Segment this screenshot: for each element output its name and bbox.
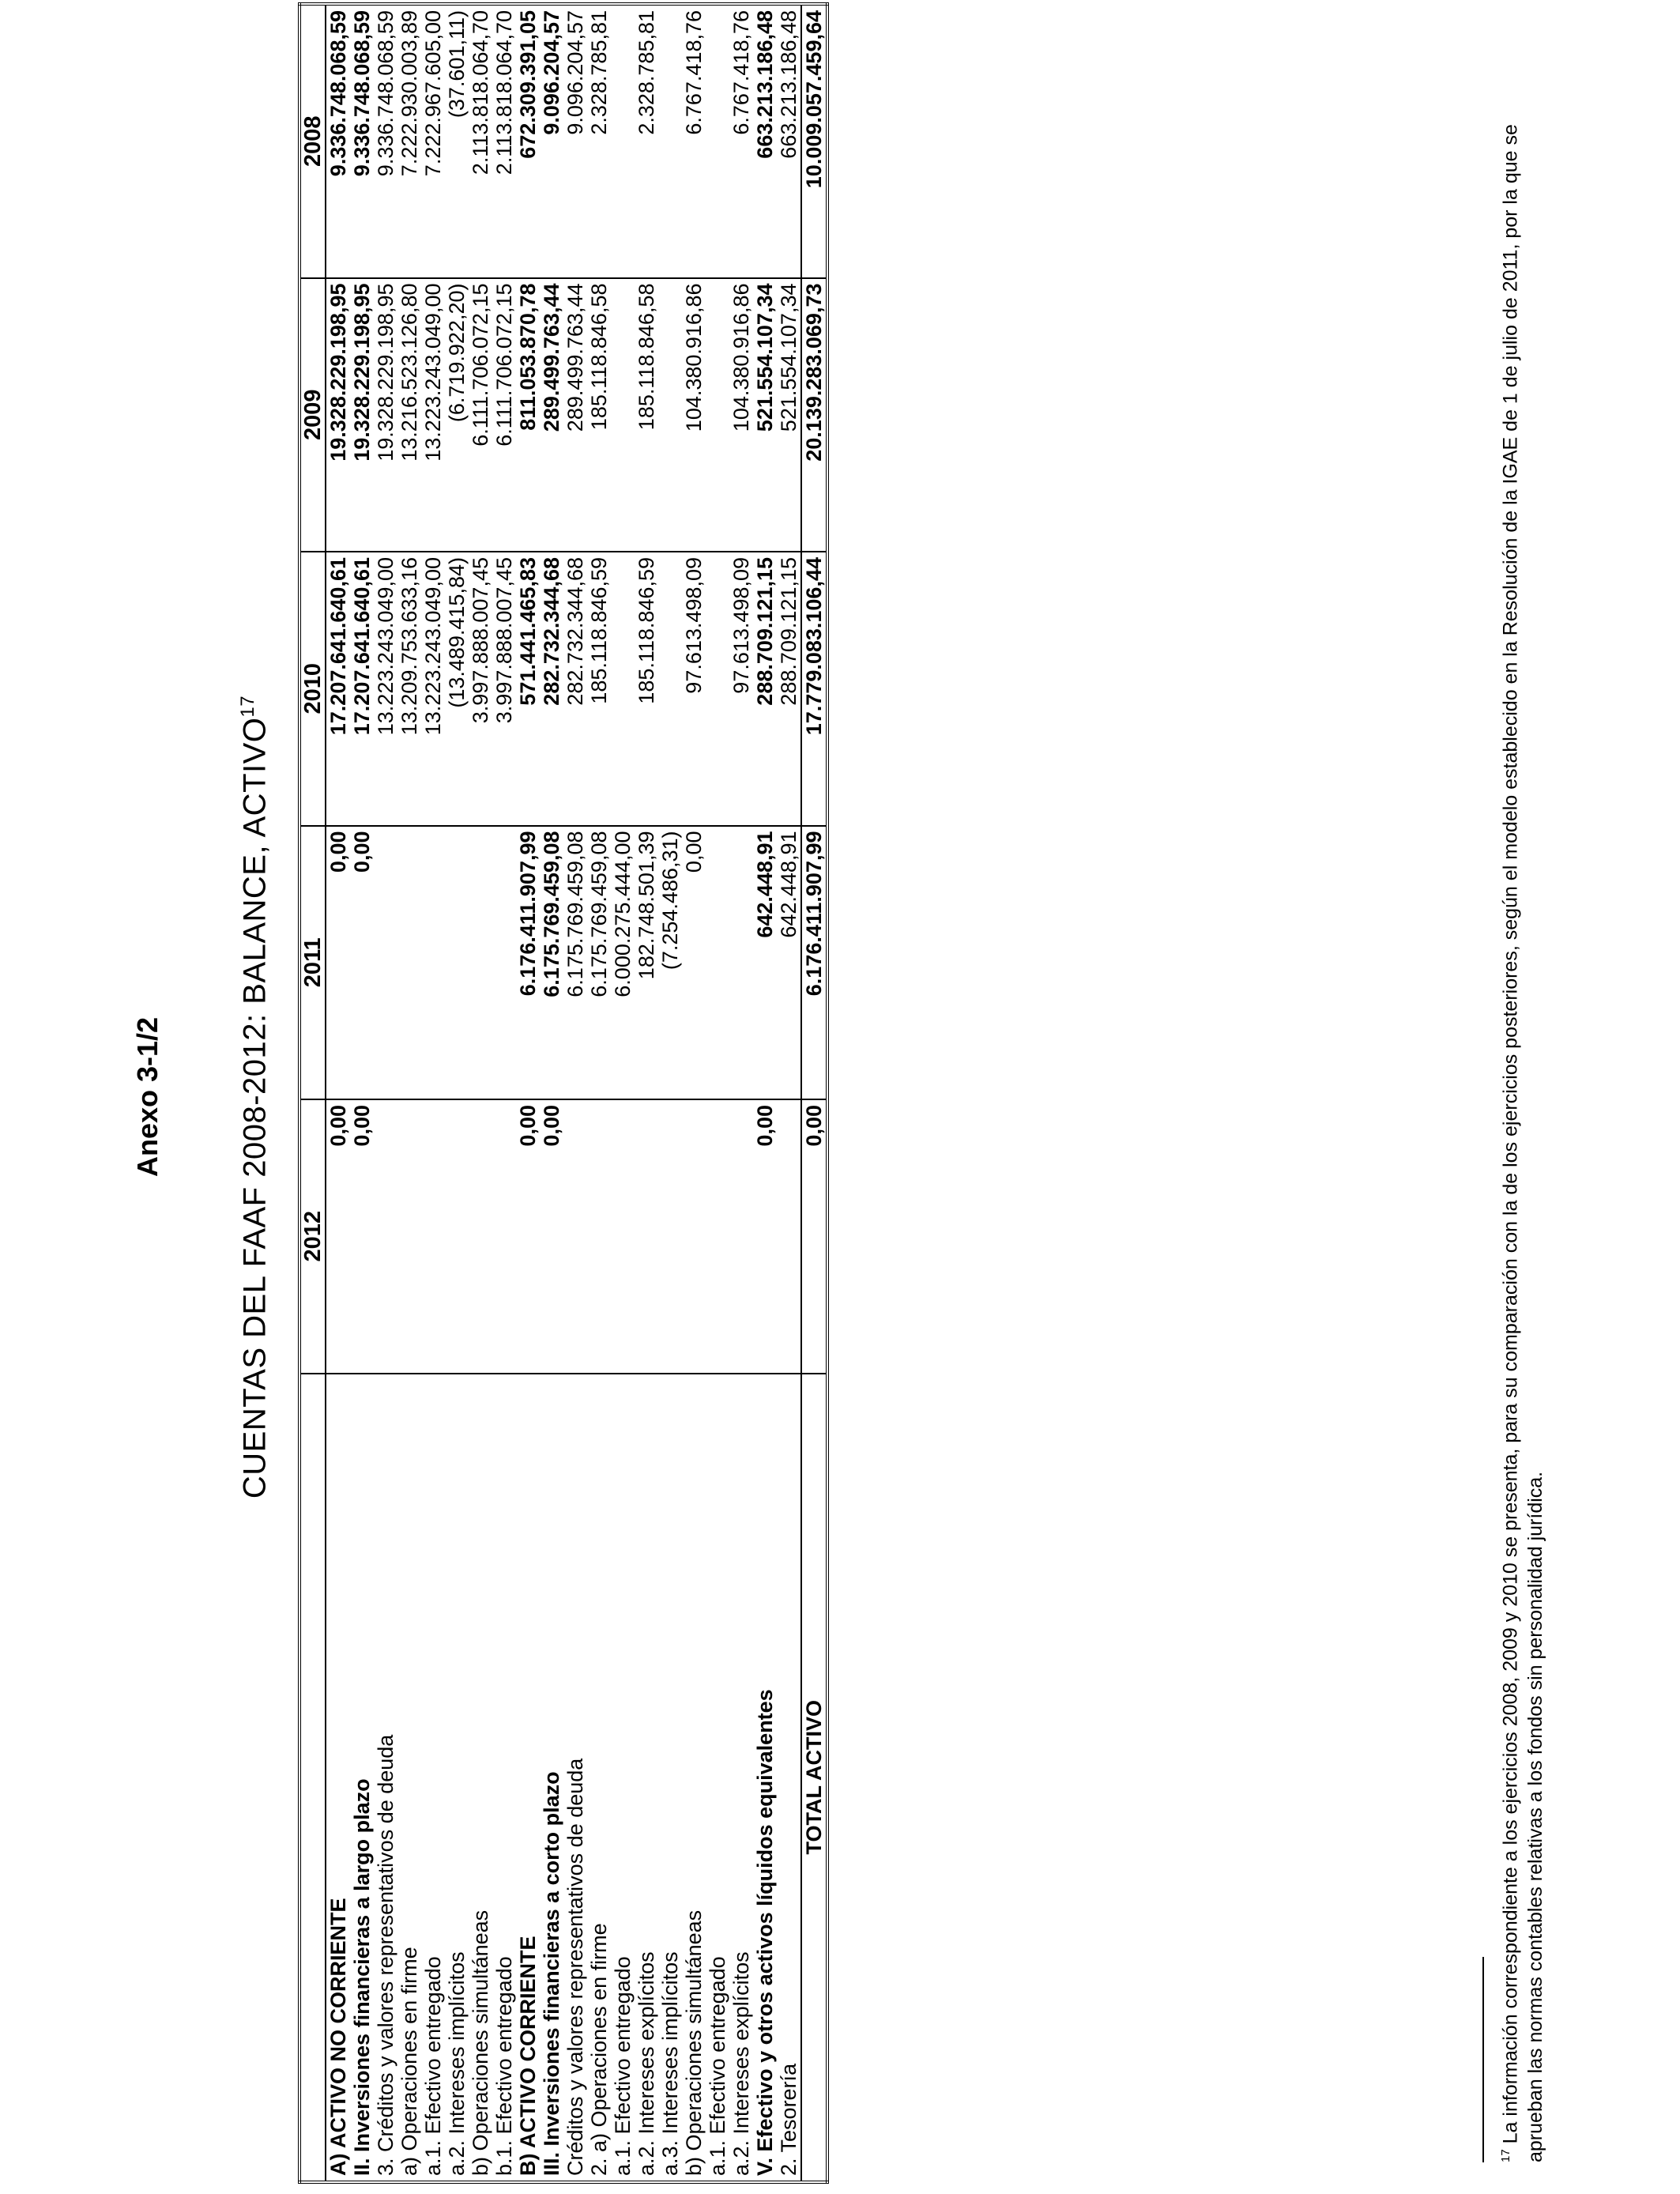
cell-value: 288.709.121,15 bbox=[753, 552, 777, 826]
cell-value: 282.732.344,68 bbox=[540, 552, 563, 826]
total-row bbox=[801, 4, 827, 2182]
cell-value: 521.554.107,34 bbox=[753, 278, 777, 552]
cell-value: 288.709.121,15 bbox=[777, 552, 801, 826]
row-label: Créditos y valores representativos de deuda bbox=[563, 1374, 587, 2182]
cell-value: 9.336.748.068,59 bbox=[350, 10, 374, 177]
cell-value: 0,00 bbox=[682, 826, 706, 1100]
table-title bbox=[237, 0, 273, 2194]
cell-value: 0,00 bbox=[350, 826, 374, 1100]
row-label: a.1. Efectivo entregado bbox=[421, 1374, 445, 2182]
row-label: 2. a) Operaciones en firme bbox=[587, 1374, 611, 2182]
cell-value bbox=[397, 826, 421, 1100]
cell-value: 2.113.818.064,70 bbox=[492, 10, 516, 175]
cell-value: 185.118.846,59 bbox=[587, 552, 611, 826]
cell-value: 185.118.846,58 bbox=[635, 278, 658, 552]
cell-value: 17.207.641.640,61 bbox=[350, 552, 374, 826]
cell-value: (6.719.922,20) bbox=[445, 278, 469, 552]
cell-value: 9.096.204,57 bbox=[563, 10, 587, 135]
cell-value: 3.997.888.007,45 bbox=[492, 552, 516, 826]
header-year-2008: 2008 bbox=[299, 4, 326, 278]
total-value: 10.009.057.459,64 bbox=[801, 4, 827, 278]
cell-value bbox=[706, 552, 729, 826]
total-value: 6.176.411.907,99 bbox=[801, 826, 827, 1100]
cell-value: 0,00 bbox=[326, 1099, 350, 1374]
row-label: a.1. Efectivo entregado bbox=[706, 1374, 729, 2182]
cell-value bbox=[469, 1099, 492, 1374]
footnote-divider bbox=[1482, 1957, 1484, 2162]
cell-value: 97.613.498,09 bbox=[729, 552, 753, 826]
cell-value: 571.441.465,83 bbox=[516, 552, 540, 826]
row-label: b) Operaciones simultáneas bbox=[469, 1374, 492, 2182]
table-row bbox=[706, 4, 729, 2182]
cell-value: 0,00 bbox=[350, 1099, 374, 1374]
cell-value bbox=[706, 826, 729, 1100]
row-label: a.3. Intereses implícitos bbox=[658, 1374, 682, 2182]
cell-value bbox=[492, 826, 516, 1100]
cell-value bbox=[492, 1099, 516, 1374]
annex-heading: Anexo 3-1/2 bbox=[131, 1016, 164, 1178]
cell-value bbox=[397, 1099, 421, 1374]
cell-value: 6.175.769.459,08 bbox=[540, 826, 563, 1100]
cell-value: 9.096.204,57 bbox=[540, 10, 563, 135]
cell-value: 9.336.748.068,59 bbox=[326, 10, 350, 177]
header-year-2010: 2010 bbox=[299, 552, 326, 826]
table-row bbox=[421, 4, 445, 2182]
row-label: a) Operaciones en firme bbox=[397, 1374, 421, 2182]
cell-value: 13.223.243.049,00 bbox=[374, 552, 397, 826]
cell-value: 6.000.275.444,00 bbox=[611, 826, 635, 1100]
cell-value bbox=[611, 552, 635, 826]
cell-value bbox=[658, 278, 682, 552]
table-row bbox=[587, 4, 611, 2182]
cell-value: 185.118.846,58 bbox=[587, 278, 611, 552]
row-label: A) ACTIVO NO CORRIENTE bbox=[326, 1374, 350, 2182]
cell-value: 13.209.753.633,16 bbox=[397, 552, 421, 826]
table-row bbox=[540, 4, 563, 2182]
footnote-ref: 17 bbox=[1499, 2149, 1512, 2162]
cell-value: 2.328.785,81 bbox=[635, 10, 658, 135]
header-year-2011: 2011 bbox=[299, 826, 326, 1100]
row-label: V. Efectivo y otros activos líquidos equivalentes bbox=[753, 1374, 777, 2182]
cell-value: 642.448,91 bbox=[753, 826, 777, 1100]
cell-value: 289.499.763,44 bbox=[563, 278, 587, 552]
cell-value: 7.222.967.605,00 bbox=[421, 10, 445, 177]
cell-value bbox=[658, 1099, 682, 1374]
cell-value: 663.213.186,48 bbox=[753, 10, 777, 159]
cell-value: 104.380.916,86 bbox=[682, 278, 706, 552]
table-row bbox=[611, 4, 635, 2182]
cell-value: 185.118.846,59 bbox=[635, 552, 658, 826]
cell-value bbox=[729, 1099, 753, 1374]
balance-table bbox=[298, 2, 829, 2184]
cell-value bbox=[706, 1099, 729, 1374]
table-row bbox=[777, 4, 801, 2182]
cell-value: 6.176.411.907,99 bbox=[516, 826, 540, 1100]
cell-value: 182.748.501,39 bbox=[635, 826, 658, 1100]
cell-value: 19.328.229.198,95 bbox=[350, 278, 374, 552]
cell-value: 9.336.748.068,59 bbox=[374, 10, 397, 177]
cell-value: 2.113.818.064,70 bbox=[469, 10, 492, 175]
row-label: B) ACTIVO CORRIENTE bbox=[516, 1374, 540, 2182]
cell-value bbox=[611, 278, 635, 552]
row-label: b.1. Efectivo entregado bbox=[492, 1374, 516, 2182]
cell-value: 97.613.498,09 bbox=[682, 552, 706, 826]
cell-value: 282.732.344,68 bbox=[563, 552, 587, 826]
header-row bbox=[299, 4, 326, 2182]
cell-value bbox=[374, 826, 397, 1100]
cell-value bbox=[374, 1099, 397, 1374]
total-value: 20.139.283.069,73 bbox=[801, 278, 827, 552]
table-row bbox=[635, 4, 658, 2182]
total-value: 17.779.083.106,44 bbox=[801, 552, 827, 826]
cell-value: 104.380.916,86 bbox=[729, 278, 753, 552]
cell-value: 0,00 bbox=[540, 1099, 563, 1374]
cell-value bbox=[611, 4, 635, 278]
table-title-text: CUENTAS DEL FAAF 2008-2012: BALANCE, ACTIVO bbox=[237, 717, 273, 1499]
cell-value bbox=[682, 1099, 706, 1374]
cell-value: 6.767.418,76 bbox=[729, 10, 753, 135]
cell-value bbox=[445, 826, 469, 1100]
row-label: a.2. Intereses implícitos bbox=[445, 1374, 469, 2182]
table-row bbox=[658, 4, 682, 2182]
cell-value bbox=[469, 826, 492, 1100]
cell-value: 6.175.769.459,08 bbox=[587, 826, 611, 1100]
cell-value: 13.216.523.126,80 bbox=[397, 278, 421, 552]
row-label: a.2. Intereses explícitos bbox=[635, 1374, 658, 2182]
header-year-2009: 2009 bbox=[299, 278, 326, 552]
table-row bbox=[563, 4, 587, 2182]
cell-value bbox=[445, 1099, 469, 1374]
total-label: TOTAL ACTIVO bbox=[801, 1374, 827, 2182]
footnote bbox=[1494, 36, 1548, 2162]
cell-value bbox=[777, 1099, 801, 1374]
cell-value: 0,00 bbox=[326, 826, 350, 1100]
row-label: II. Inversiones financieras a largo plazo bbox=[350, 1374, 374, 2182]
table-row bbox=[753, 4, 777, 2182]
cell-value bbox=[421, 1099, 445, 1374]
total-value: 0,00 bbox=[801, 1099, 827, 1374]
cell-value bbox=[421, 826, 445, 1100]
cell-value: 17.207.641.640,61 bbox=[326, 552, 350, 826]
cell-value: 521.554.107,34 bbox=[777, 278, 801, 552]
cell-value: 2.328.785,81 bbox=[587, 10, 611, 135]
cell-value: 672.309.391,05 bbox=[516, 10, 540, 159]
table-row bbox=[397, 4, 421, 2182]
row-label: a.1. Efectivo entregado bbox=[611, 1374, 635, 2182]
cell-value: 6.111.706.072,15 bbox=[492, 278, 516, 552]
cell-value: 0,00 bbox=[516, 1099, 540, 1374]
row-label: 2. Tesorería bbox=[777, 1374, 801, 2182]
cell-value bbox=[587, 1099, 611, 1374]
row-label: b) Operaciones simultáneas bbox=[682, 1374, 706, 2182]
footnote-text: La información correspondiente a los ejercicios 2008, 2009 y 2010 se presenta, para su comparación con la de los ejercicios posteriores, según el modelo establecido en la Resolución de la IGAE de 1 de julio de 2011, por la que se aprueban las normas contables relativas a los fondos sin personalidad jurídica. bbox=[1499, 124, 1547, 2162]
table-row bbox=[516, 4, 540, 2182]
cell-value: (7.254.486,31) bbox=[658, 826, 682, 1100]
cell-value: 811.053.870,78 bbox=[516, 278, 540, 552]
cell-value: 3.997.888.007,45 bbox=[469, 552, 492, 826]
table-row bbox=[492, 4, 516, 2182]
row-label: III. Inversiones financieras a corto plazo bbox=[540, 1374, 563, 2182]
cell-value bbox=[729, 826, 753, 1100]
cell-value: 7.222.930.003,89 bbox=[397, 10, 421, 177]
table-row bbox=[729, 4, 753, 2182]
cell-value: 6.767.418,76 bbox=[682, 10, 706, 135]
header-year-2012: 2012 bbox=[299, 1099, 326, 1374]
table-row bbox=[469, 4, 492, 2182]
title-footnote-ref: 17 bbox=[237, 695, 258, 718]
cell-value: 13.223.243.049,00 bbox=[421, 552, 445, 826]
cell-value: (37.601,11) bbox=[445, 10, 469, 119]
cell-value bbox=[635, 1099, 658, 1374]
cell-value bbox=[658, 4, 682, 278]
cell-value: 13.223.243.049,00 bbox=[421, 278, 445, 552]
row-label: 3. Créditos y valores representativos de deuda bbox=[374, 1374, 397, 2182]
cell-value: 19.328.229.198,95 bbox=[326, 278, 350, 552]
table-row bbox=[374, 4, 397, 2182]
row-label: a.2. Intereses explícitos bbox=[729, 1374, 753, 2182]
table-row bbox=[326, 4, 350, 2182]
cell-value: 19.328.229.198,95 bbox=[374, 278, 397, 552]
cell-value bbox=[658, 552, 682, 826]
cell-value: 663.213.186,48 bbox=[777, 10, 800, 159]
cell-value: 289.499.763,44 bbox=[540, 278, 563, 552]
cell-value: (13.489.415,84) bbox=[445, 552, 469, 826]
cell-value bbox=[611, 1099, 635, 1374]
table-row bbox=[350, 4, 374, 2182]
header-label bbox=[299, 1374, 326, 2182]
cell-value: 6.175.769.459,08 bbox=[563, 826, 587, 1100]
cell-value: 642.448,91 bbox=[777, 826, 801, 1100]
cell-value bbox=[706, 278, 729, 552]
cell-value: 0,00 bbox=[753, 1099, 777, 1374]
table-row bbox=[682, 4, 706, 2182]
table-row bbox=[445, 4, 469, 2182]
cell-value bbox=[563, 1099, 587, 1374]
cell-value bbox=[706, 4, 729, 278]
cell-value: 6.111.706.072,15 bbox=[469, 278, 492, 552]
